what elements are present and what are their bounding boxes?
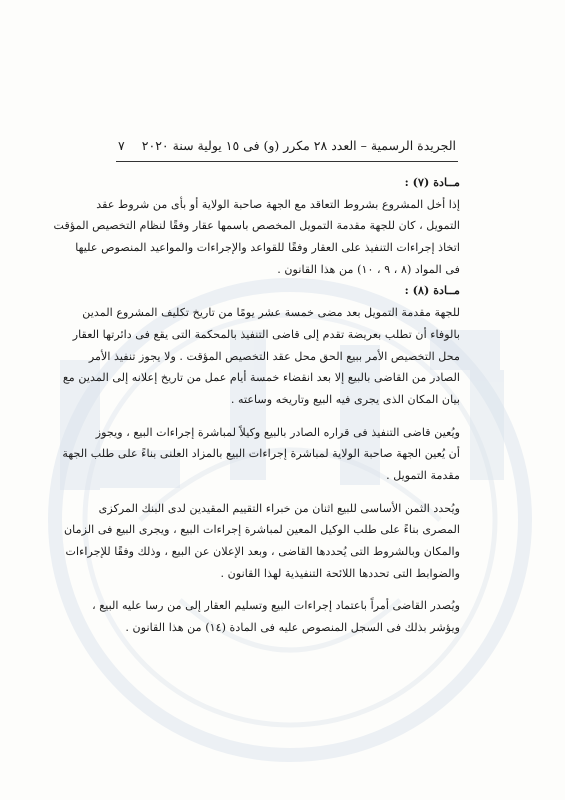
document-body xyxy=(53,172,460,639)
page-number: ٧ xyxy=(118,137,125,153)
article-heading: مــادة (٧) : xyxy=(404,175,460,189)
header-divider xyxy=(116,161,458,162)
page-header xyxy=(118,134,456,156)
text-line: مقدمة التمويل . xyxy=(386,468,460,482)
text-line: إذا أخل المشروع بشروط التعاقد مع الجهة صاحبة الولاية أو بأى من شروط عقد xyxy=(96,197,460,211)
text-line: محل التخصيص الأمر ببيع الحق محل عقد التخصيص المؤقت . ولا يجوز تنفيذ الأمر xyxy=(88,349,460,363)
text-line: ويُعين قاضى التنفيذ فى قراره الصادر بالبيع وكيلاً لمباشرة إجراءات البيع ، ويجوز xyxy=(95,425,460,439)
article-heading: مــادة (٨) : xyxy=(404,283,460,298)
text-line: المصرى بناءً على طلب الوكيل المعين لمباشرة إجراءات البيع ، ويجرى البيع فى الزمان xyxy=(63,523,460,537)
text-line: أن يُعين الجهة صاحبة الولاية لمباشرة إجراءات البيع بالمزاد العلنى بناءً على طلب الجهة xyxy=(62,447,460,461)
text-line: اتخاذ إجراءات التنفيذ على العقار وفقًا للقواعد والإجراءات والمواعيد المنصوص عليها xyxy=(75,241,460,255)
text-line: ويُصدر القاضى أمراً باعتماد إجراءات البيع وتسليم العقار إلى من رسا عليه البيع ، xyxy=(92,599,460,613)
text-line: ويُحدد الثمن الأساسى للبيع اثنان من خبراء التقييم المقيدين لدى البنك المركزى xyxy=(98,501,460,515)
text-line: بالوفاء أن تطلب بعريضة تقدم إلى قاضى التنفيذ بالمحكمة التى يقع فى دائرتها العقار xyxy=(72,327,460,341)
text-line: والضوابط التى تحددها اللائحة التنفيذية لهذا القانون . xyxy=(220,566,460,580)
text-line: التمويل ، كان للجهة مقدمة التمويل المخصص باسمها عقار وفقًا لنظام التخصيص المؤقت xyxy=(53,219,460,233)
text-line: للجهة مقدمة التمويل بعد مضى خمسة عشر يومًا من تاريخ تكليف المشروع المدين xyxy=(82,306,460,320)
text-line: بيان المكان الذى يجرى فيه البيع وتاريخه وساعته . xyxy=(230,392,460,406)
paragraph-gap xyxy=(108,584,460,595)
header-title: الجريدة الرسمية – العدد ٢٨ مكرر (و) فى ١٥ يولية سنة ٢٠٢٠ xyxy=(141,137,456,153)
paragraph-gap xyxy=(108,411,460,422)
text-line: والمكان وبالشروط التى يُحددها القاضى ، وبعد الإعلان عن البيع ، وذلك وفقًا للإجراءات xyxy=(65,545,460,558)
paragraph-gap xyxy=(108,487,460,498)
text-line: الصادر من القاضى بالبيع إلا بعد انقضاء خمسة أيام عمل من تاريخ إعلانه إلى المدين مع xyxy=(62,371,460,385)
text-line: فى المواد (٨ ، ٩ ، ١٠) من هذا القانون . xyxy=(277,262,460,276)
text-line: ويؤشر بذلك فى السجل المنصوص عليه فى المادة (١٤) من هذا القانون . xyxy=(125,621,460,635)
